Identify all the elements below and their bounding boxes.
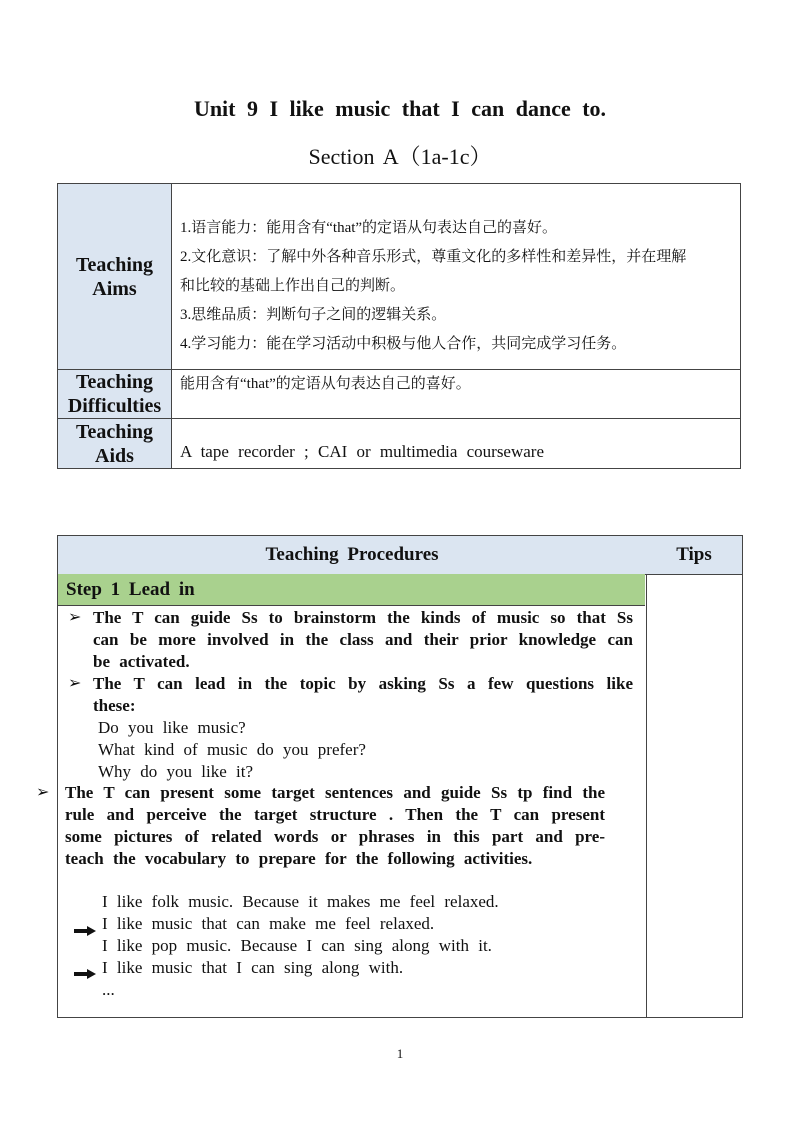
aims-item: 和比较的基础上作出自己的判断。 bbox=[180, 278, 406, 294]
example-sentence: ... bbox=[102, 980, 115, 999]
bullet-arrow-icon: ➢ bbox=[68, 609, 82, 626]
question-line: Why do you like it? bbox=[98, 762, 254, 781]
procedure-bullet: The T can guide Ss to brainstorm the kinds of music so that Ss can be more involved in the class and their prior knowledge can be activated. bbox=[93, 608, 633, 671]
document-title: Unit 9 I like music that I can dance to. bbox=[193, 96, 607, 121]
tips-column bbox=[646, 574, 647, 1017]
step-title: Step 1 Lead in bbox=[58, 574, 645, 606]
right-arrow-icon bbox=[74, 926, 96, 936]
aids-content: A tape recorder ; CAI or multimedia courseware bbox=[172, 419, 741, 469]
teaching-procedures-table bbox=[36, 535, 743, 1018]
difficulties-label: Teaching Difficulties bbox=[58, 370, 172, 419]
procedure-bullet: The T can present some target sentences and guide Ss tp find the rule and perceive the target structure . Then the T can present some pictures of related words or phrases in this part and pre-teach the vocabulary to prepare for the following activities. bbox=[65, 783, 605, 868]
example-sentence: I like folk music. Because it makes me feel relaxed. bbox=[102, 892, 499, 911]
page-number: 1 bbox=[396, 1046, 404, 1061]
difficulties-content: 能用含有“that”的定语从句表达自己的喜好。 bbox=[172, 370, 741, 419]
procedure-bullet: The T can lead in the topic by asking Ss a few questions like these: bbox=[93, 674, 633, 715]
bullet-arrow-icon: ➢ bbox=[68, 675, 82, 692]
example-sentence: I like music that I can sing along with. bbox=[102, 958, 404, 977]
document-subtitle: Section A（1a-1c） bbox=[308, 144, 492, 169]
aims-content bbox=[172, 184, 741, 370]
procedures-header: Teaching Procedures bbox=[58, 536, 647, 575]
question-line: What kind of music do you prefer? bbox=[98, 740, 366, 759]
aims-item: 3.思维品质：判断句子之间的逻辑关系。 bbox=[180, 307, 447, 323]
aims-row bbox=[58, 184, 741, 370]
tips-header: Tips bbox=[646, 536, 742, 575]
example-sentence: I like pop music. Because I can sing along with it. bbox=[102, 936, 492, 955]
aids-label: Teaching Aids bbox=[58, 419, 172, 469]
aims-item: 1.语言能力：能用含有“that”的定语从句表达自己的喜好。 bbox=[180, 220, 558, 236]
question-line: Do you like music? bbox=[98, 718, 246, 737]
teaching-aims-table bbox=[57, 183, 741, 469]
aims-item: 2.文化意识：了解中外各种音乐形式，尊重文化的多样性和差异性，并在理解 bbox=[180, 249, 687, 265]
aims-label: Teaching Aims bbox=[58, 184, 172, 370]
aims-item: 4.学习能力：能在学习活动中积极与他人合作，共同完成学习任务。 bbox=[180, 336, 627, 352]
difficulties-row bbox=[58, 370, 741, 419]
example-sentence: I like music that can make me feel relaxed. bbox=[102, 914, 435, 933]
bullet-arrow-icon: ➢ bbox=[36, 784, 50, 801]
aids-row bbox=[58, 419, 741, 469]
right-arrow-icon bbox=[74, 969, 96, 979]
